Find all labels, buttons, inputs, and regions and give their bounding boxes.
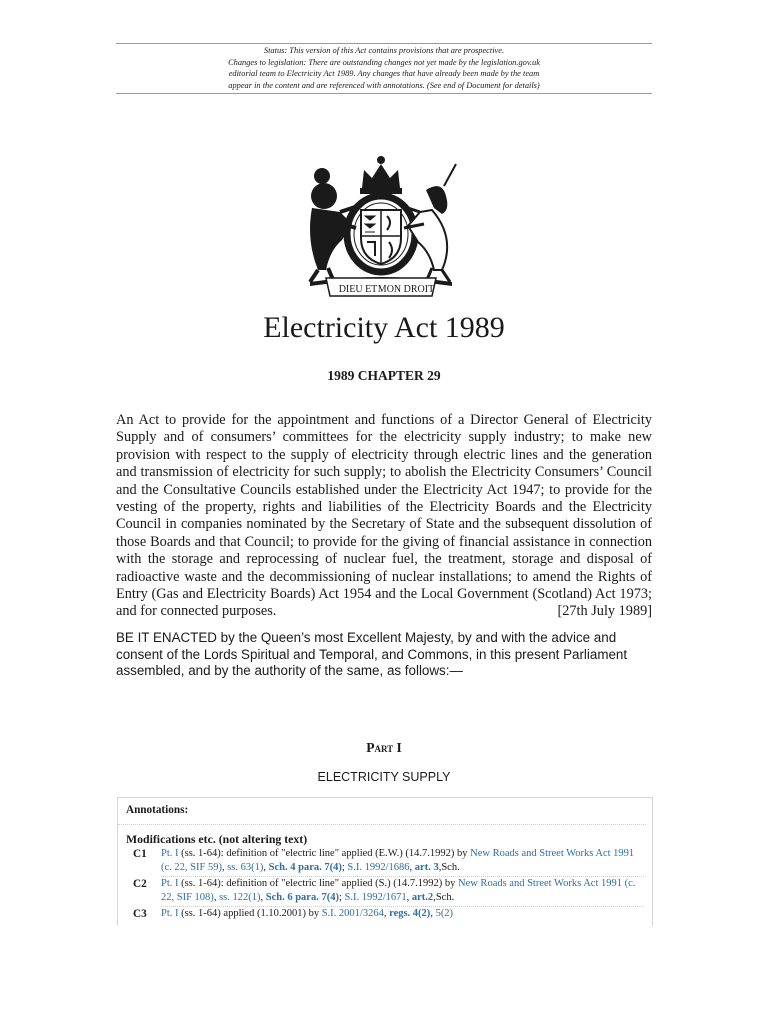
status-line: appear in the content and are referenced with annotations. (See end of Document for details) — [228, 80, 540, 90]
assent-date: [27th July 1989] — [557, 603, 652, 620]
modifications-heading: Modifications etc. (not altering text) — [126, 832, 308, 846]
separator: , — [409, 862, 415, 874]
status-box — [116, 43, 652, 94]
si-link[interactable]: S.I. 1992/1671 — [344, 892, 407, 904]
annotation-code: C2 — [133, 877, 147, 890]
si-link[interactable]: S.I. 2001/3264 — [321, 907, 384, 919]
annotation-c3 — [118, 907, 652, 922]
part-title: ELECTRICITY SUPPLY — [317, 770, 451, 784]
annotation-text: (ss. 1-64) applied (1.10.2001) by — [178, 907, 322, 919]
separator: ; — [338, 892, 345, 904]
si-link[interactable]: S.I. 1992/1686 — [347, 862, 410, 874]
separator: , — [430, 907, 436, 919]
part-link[interactable]: Pt. I — [161, 907, 179, 919]
annotation-text: (ss. 1-64): definition of "electric line" applied (E.W.) (14.7.1992) by — [178, 847, 471, 859]
schedule-link[interactable]: Sch. 4 para. 7(4) — [268, 862, 342, 874]
regulation-link[interactable]: 5(2) — [435, 907, 454, 919]
article-link[interactable]: art. 3 — [414, 862, 439, 874]
long-title-text: An Act to provide for the appointment and functions of a Director General of Electricity Supply and of consumers’ committees for the electricity supply industry; to make new provision with respect to the supply of electricity through electric lines and the generation and transmission of electricity for such supply; to abolish the Electricity Consumers’ Council and the Consultative Councils established under the Electricity Act 1947; to provide for the vesting of the property, rights and liabilities of the Electricity Boards and the Electricity Council in companies nominated by the Secretary of State and the subsequent dissolution of those Boards and that Council; to provide for the giving of financial assistance in connection with the storage and reprocessing of nuclear fuel, the treatment, storage and disposal of radioactive waste and the decommissioning of nuclear installations; to amend the Rights of Entry (Gas and Electricity Boards) Act 1954 and the Local Government (Scotland) Act 1973; and for connected purposes. — [116, 412, 652, 620]
annotation-code: C1 — [133, 847, 147, 860]
long-title — [116, 412, 652, 621]
chapter-number: 1989 CHAPTER 29 — [327, 368, 441, 383]
annotations-box — [117, 797, 653, 926]
act-link[interactable]: New Roads and Street Works Act 1991 (c. 22, SIF 59) — [161, 847, 635, 874]
separator: , — [406, 892, 412, 904]
annotations-heading: Annotations: — [118, 798, 646, 825]
lion-icon — [310, 168, 358, 282]
section-link[interactable]: ss. 63(1) — [227, 862, 264, 874]
annotation-text: (ss. 1-64): definition of "electric line" applied (S.) (14.7.1992) by — [178, 877, 458, 889]
separator: , — [263, 862, 269, 874]
part-link[interactable]: Pt. I — [161, 877, 179, 889]
motto-left: DIEU ET — [338, 284, 378, 295]
annotation-c1 — [118, 847, 652, 877]
unicorn-icon — [402, 164, 456, 282]
status-line: Status: This version of this Act contains provisions that are prospective. — [263, 46, 505, 55]
separator: , — [213, 892, 220, 904]
enacting-formula: BE IT ENACTED by the Queen’s most Excellent Majesty, by and with the advice and consent of the Lords Spiritual and Temporal, and Commons, in this present Parliament assembled, and by the authority of the same, as follows:— — [116, 630, 628, 679]
part-number: Part I — [366, 740, 402, 755]
separator: , — [221, 862, 228, 874]
status-line: editorial team to Electricity Act 1989. Any changes that have already been made by the team — [228, 69, 540, 79]
annotation-text: ,Sch. — [433, 892, 455, 904]
royal-coat-of-arms-icon — [296, 150, 466, 300]
act-link[interactable]: New Roads and Street Works Act 1991 (c. 22, SIF 108) — [161, 877, 636, 904]
separator: , — [383, 907, 390, 919]
annotation-text: ,Sch. — [438, 862, 460, 874]
part-link[interactable]: Pt. I — [161, 847, 179, 859]
act-title: Electricity Act 1989 — [263, 311, 505, 344]
section-link[interactable]: ss. 122(1) — [219, 892, 261, 904]
separator: ; — [341, 862, 348, 874]
crown-icon — [360, 156, 402, 194]
schedule-link[interactable]: Sch. 6 para. 7(4) — [265, 892, 339, 904]
motto-right: MON DROIT — [377, 284, 435, 295]
annotation-c2 — [118, 877, 652, 907]
annotation-code: C3 — [133, 907, 147, 920]
article-link[interactable]: art.2 — [411, 892, 434, 904]
status-line: Changes to legislation: There are outstanding changes not yet made by the legislation.gov.uk — [228, 57, 540, 67]
separator: , — [260, 892, 266, 904]
regulation-link[interactable]: regs. 4(2) — [389, 907, 431, 919]
